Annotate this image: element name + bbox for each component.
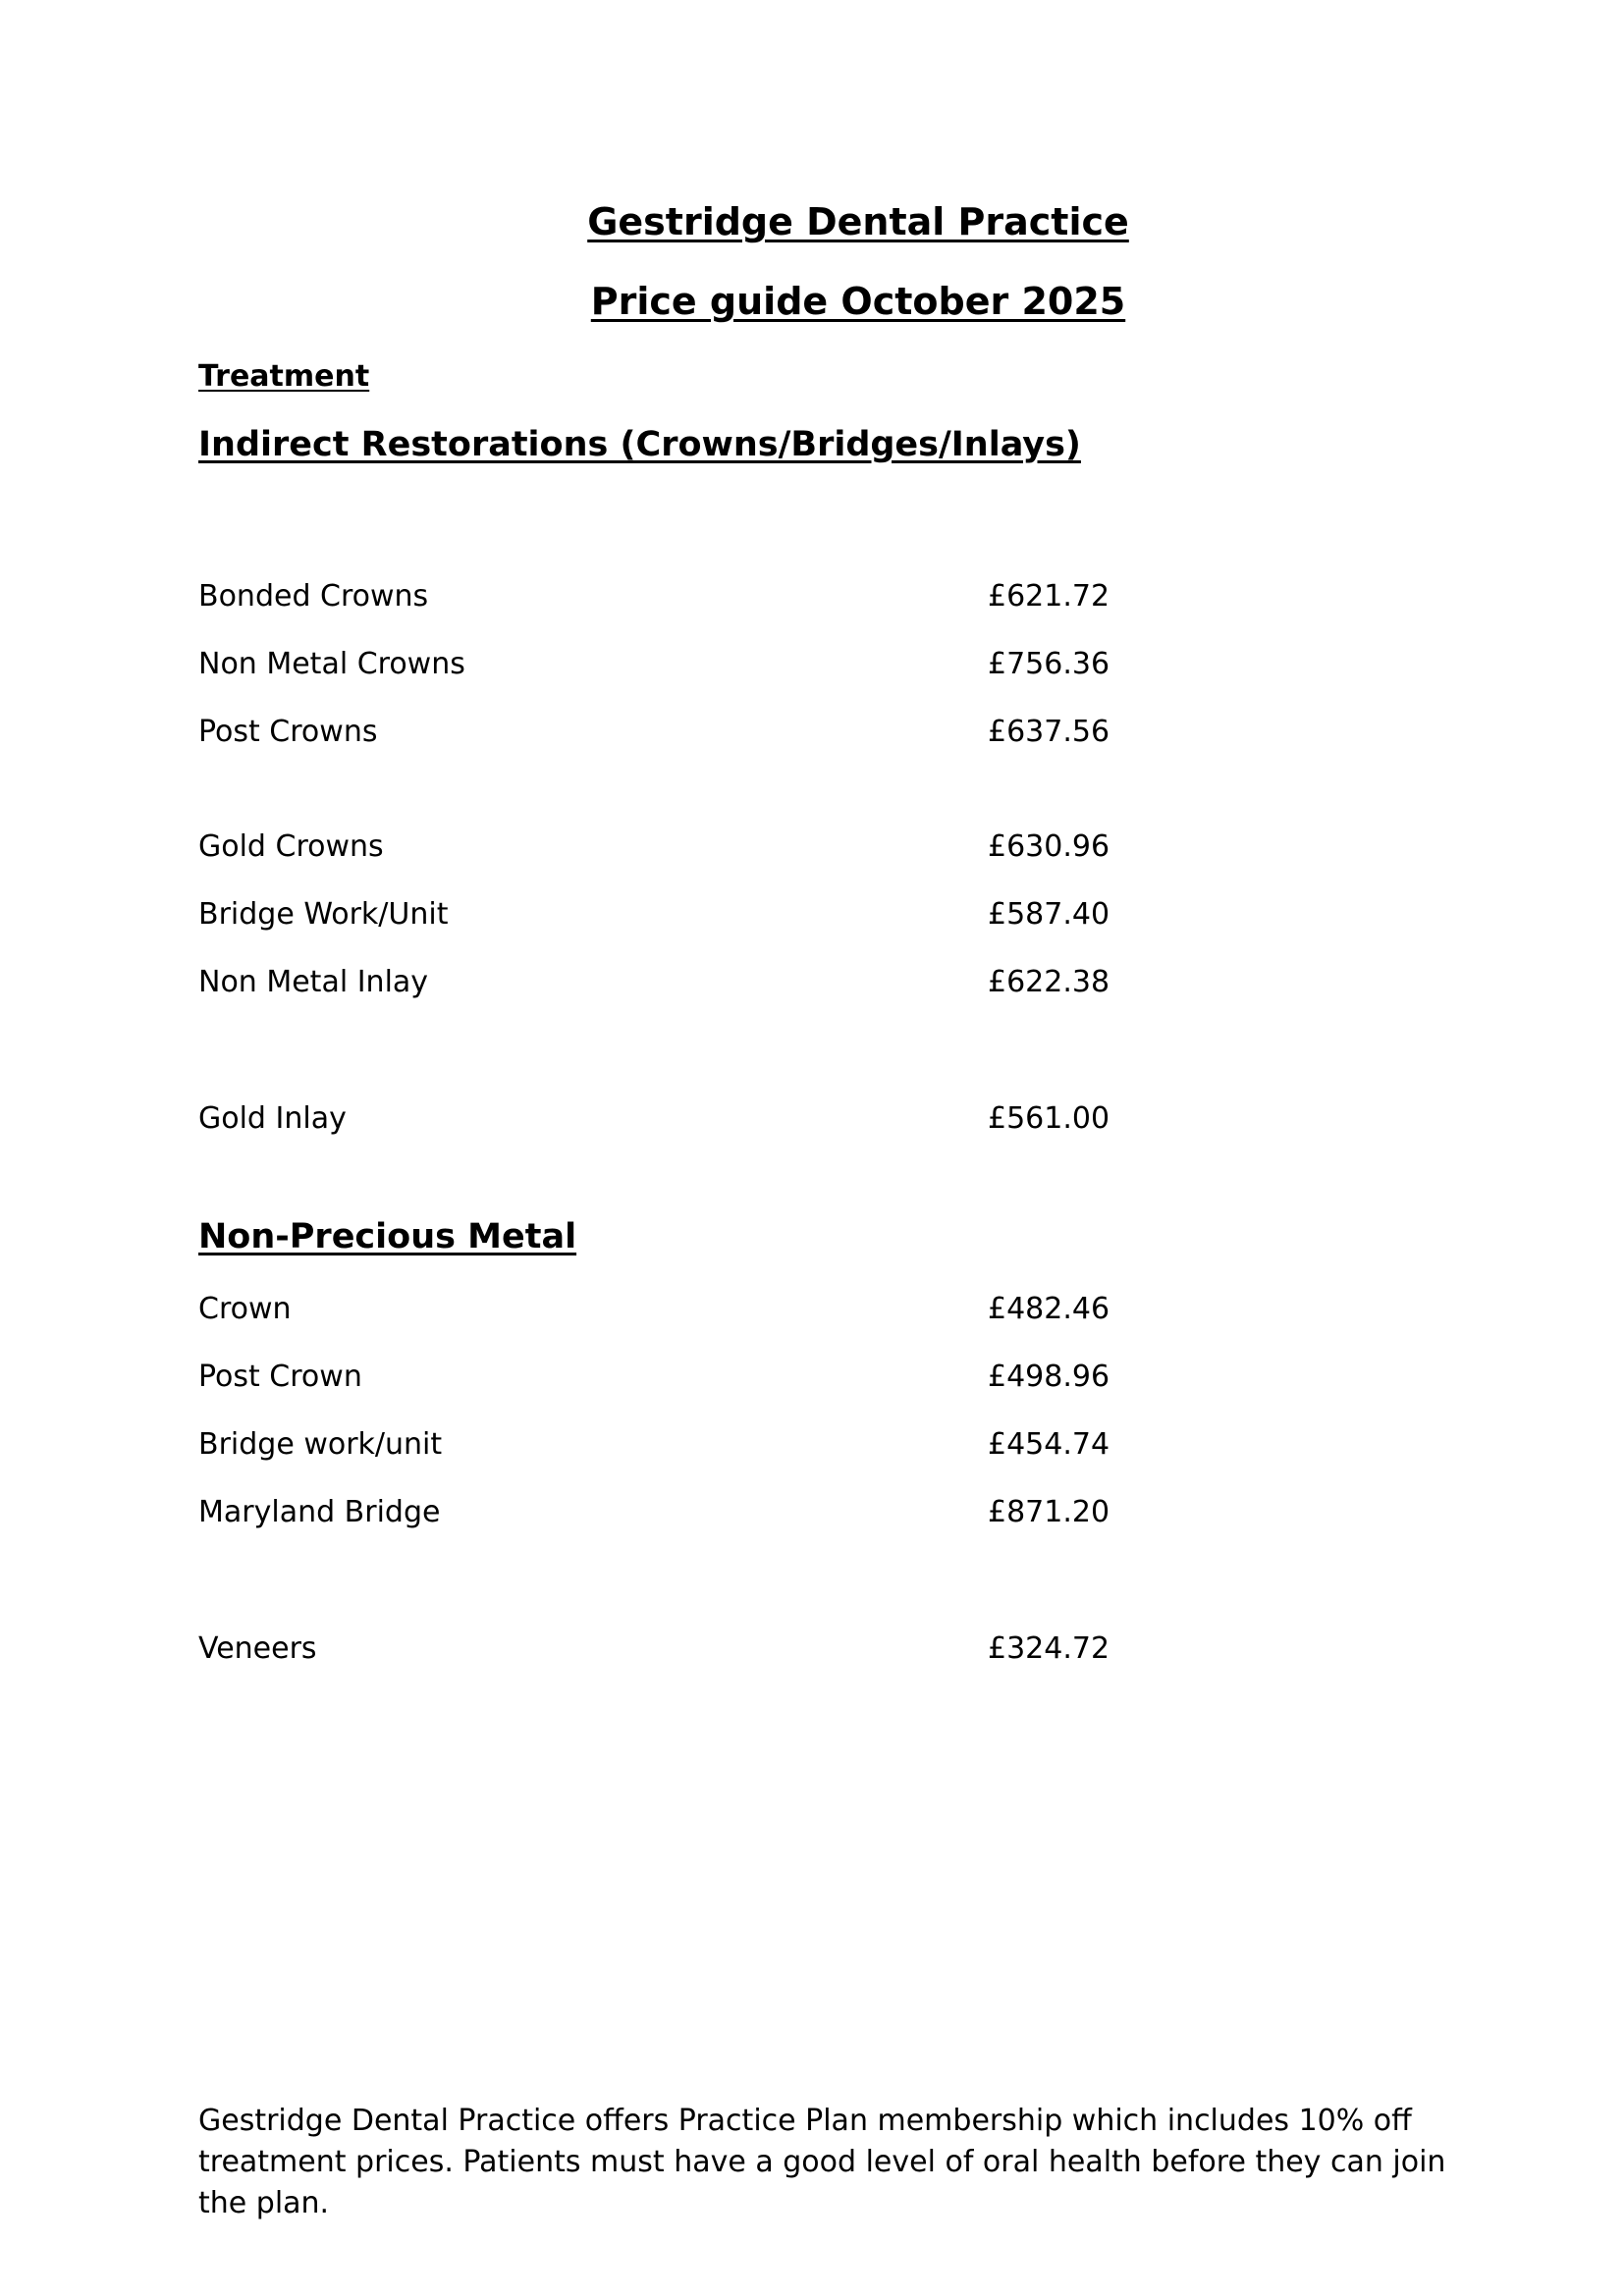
treatment-price: £482.46: [988, 1292, 1110, 1326]
price-guide-title: Price guide October 2025: [590, 280, 1126, 323]
treatment-price: £871.20: [988, 1495, 1110, 1529]
treatment-price: £561.00: [988, 1101, 1110, 1136]
treatment-name: Gold Inlay: [198, 1101, 347, 1136]
treatment-name: Post Crowns: [198, 715, 378, 749]
price-row: [198, 897, 1180, 940]
price-row: [198, 1427, 1180, 1470]
treatment-price: £637.56: [988, 715, 1110, 749]
practice-plan-note: Gestridge Dental Practice offers Practice Plan membership which includes 10% off treatment prices. Patients must have a good level of oral health before they can join the plan.: [198, 2104, 1446, 2220]
treatment-price: £587.40: [988, 897, 1110, 932]
treatment-price: £622.38: [988, 965, 1110, 999]
treatment-price: £630.96: [988, 829, 1110, 864]
price-row: [198, 965, 1180, 1008]
treatment-name: Gold Crowns: [198, 829, 384, 864]
treatment-price: £324.72: [988, 1631, 1110, 1666]
section-heading-indirect-restorations: Indirect Restorations (Crowns/Bridges/Inlays): [198, 425, 1081, 464]
price-row: [198, 1292, 1180, 1335]
price-row: [198, 1495, 1180, 1538]
treatment-name: Post Crown: [198, 1360, 362, 1394]
treatment-name: Veneers: [198, 1631, 317, 1666]
treatment-label: Treatment: [198, 359, 370, 394]
section-heading-non-precious-metal: Non-Precious Metal: [198, 1217, 577, 1256]
treatment-name: Bonded Crowns: [198, 579, 429, 614]
price-row: [198, 1631, 1180, 1675]
treatment-name: Maryland Bridge: [198, 1495, 441, 1529]
price-row: [198, 579, 1180, 622]
price-row: [198, 1360, 1180, 1403]
price-row: [198, 715, 1180, 758]
treatment-name: Bridge work/unit: [198, 1427, 443, 1462]
treatment-name: Non Metal Crowns: [198, 647, 465, 681]
treatment-name: Non Metal Inlay: [198, 965, 429, 999]
price-row: [198, 1101, 1180, 1145]
treatment-name: Crown: [198, 1292, 292, 1326]
practice-title: Gestridge Dental Practice: [587, 200, 1129, 243]
treatment-name: Bridge Work/Unit: [198, 897, 449, 932]
treatment-price: £454.74: [988, 1427, 1110, 1462]
price-row: [198, 829, 1180, 873]
price-row: [198, 647, 1180, 690]
treatment-price: £756.36: [988, 647, 1110, 681]
treatment-price: £621.72: [988, 579, 1110, 614]
treatment-price: £498.96: [988, 1360, 1110, 1394]
